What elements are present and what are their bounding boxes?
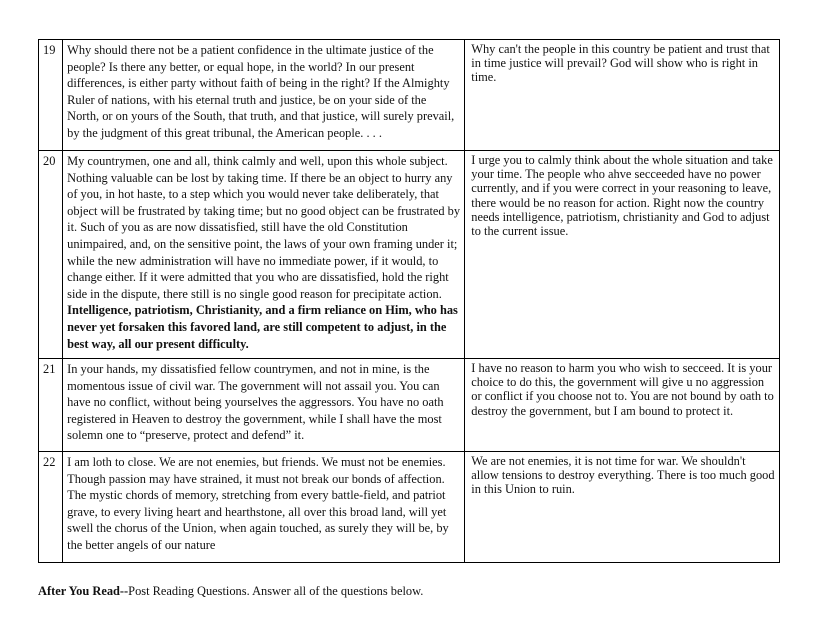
original-bold-text: Intelligence, patriotism, Christianity, and a firm reliance on Him, who has never yet forsaken this favored land, are still competent to adjust, in the best way, all our present difficulty. [67,303,458,351]
original-text-cell [63,151,465,359]
original-text-cell: I am loth to close. We are not enemies, but friends. We must not be enemies. Though passion may have strained, it must not break our bonds of affection. The mystic chords of memory, stretching from every battle-field, and patriot grave, to every living heart and hearthstone, all over this broad land, will yet swell the chorus of the Union, when again touched, as surely they will be, by the better angels of our nature [63,452,465,563]
table-row [39,359,780,452]
table-row [39,452,780,563]
row-number: 20 [39,151,63,359]
row-number: 22 [39,452,63,563]
paraphrase-cell: Why can't the people in this country be patient and trust that in time justice will prevail? God will show who is right in time. [465,40,780,151]
original-text-cell: In your hands, my dissatisfied fellow countrymen, and not in mine, is the momentous issue of civil war. The government will not assail you. You can have no conflict, without being yourselves the aggressors. You have no oath registered in Heaven to destroy the government, while I shall have the most solemn one to “preserve, protect and defend” it. [63,359,465,452]
after-reading-text: Post Reading Questions. Answer all of the questions below. [128,584,424,598]
after-reading-instructions [38,583,423,599]
original-text-cell: Why should there not be a patient confidence in the ultimate justice of the people? Is there any better, or equal hope, in the world? In our present differences, is either party without faith of being in the right? If the Almighty Ruler of nations, with his eternal truth and justice, be on your side of the North, or on yours of the South, that truth, and that justice, will surely prevail, by the judgment of this great tribunal, the American people. . . . [63,40,465,151]
paraphrase-cell: I urge you to calmly think about the whole situation and take your time. The people who ahve secceeded have no power currently, and if you were correct in your reasoning to leave, there would be no reason for action. Right now the country needs intelligence, patriotism, christianity and God to adjust to the current issue. [465,151,780,359]
row-number: 21 [39,359,63,452]
original-text: My countrymen, one and all, think calmly and well, upon this whole subject. Nothing valuable can be lost by taking time. If there be an object to hurry any of you, in hot haste, to a step which you would never take deliberately, that object will be frustrated by taking time; but no good object can be frustrated by it. Such of you as are now dissatisfied, still have the old Constitution unimpaired, and, on the sensitive point, the laws of your own framing under it; while the new administration will have no immediate power, if it would, to change either. If it were admitted that you who are dissatisfied, hold the right side in the dispute, there still is no single good reason for precipitate action. [67,154,461,301]
row-number: 19 [39,40,63,151]
after-reading-heading: After You Read-- [38,584,129,598]
table-row [39,40,780,151]
paraphrase-cell: We are not enemies, it is not time for war. We shouldn't allow tensions to destroy everything. There is too much good in this Union to ruin. [465,452,780,563]
paraphrase-cell: I have no reason to harm you who wish to secceed. It is your choice to do this, the government will give u no aggression or conflict if you choose not to. You are not bound by oath to destroy the government, but I am bound to protect it. [465,359,780,452]
reading-table [38,39,780,563]
table-row [39,151,780,359]
